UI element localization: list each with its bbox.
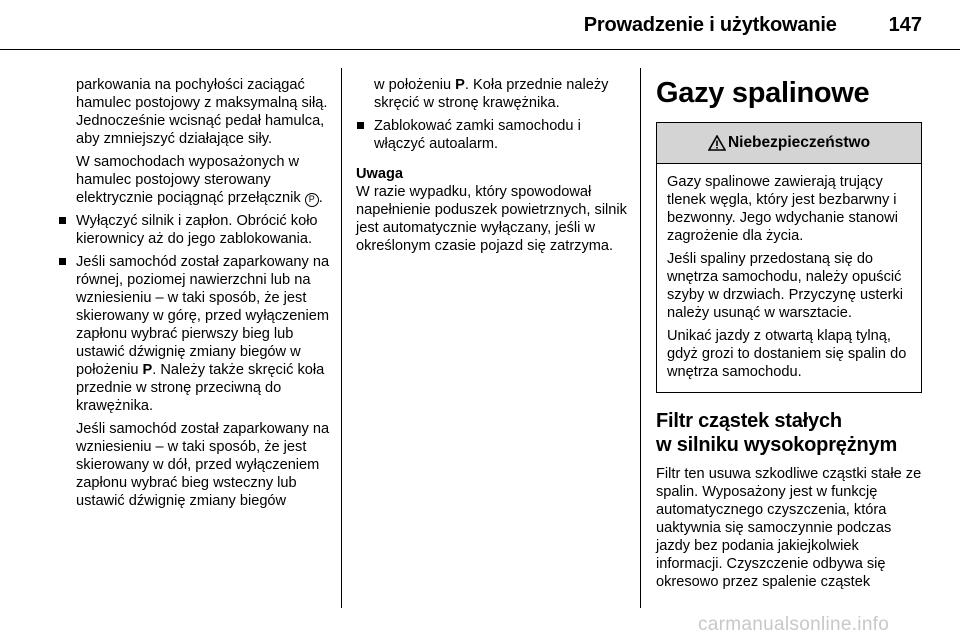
paragraph: Gazy spalinowe zawierają trujący tlenek węgla, który jest bezbarwny i bezwonny. Jego wdychanie stanowi zagrożenie dla życia. bbox=[667, 174, 898, 244]
heading-exhaust-gases: Gazy spalinowe bbox=[656, 77, 870, 109]
heading-particle-filter: Filtr cząstek stałych w silniku wysokoprężnym bbox=[656, 410, 898, 456]
paragraph: Unikać jazdy z otwartą klapą tylną, gdyż grozi to dostaniem się spalin do wnętrza samochodu. bbox=[667, 328, 907, 380]
bullet-item: Zablokować zamki samochodu i włączyć autoalarm. bbox=[356, 117, 628, 153]
column-divider-1 bbox=[341, 68, 342, 608]
warning-triangle-icon bbox=[708, 135, 726, 151]
note-label: Uwaga bbox=[356, 166, 404, 182]
page-header bbox=[584, 14, 922, 37]
warning-body bbox=[657, 164, 921, 392]
paragraph: W samochodach wyposażonych w hamulec postojowy sterowany elektrycznie pociągnąć przełącznik P . bbox=[76, 154, 323, 206]
column-3 bbox=[656, 76, 922, 596]
bullet-square-icon bbox=[59, 258, 66, 265]
paragraph: Filtr ten usuwa szkodliwe cząstki stałe ze spalin. Wyposażony jest w funkcję automatycznego czyszczenia, która uaktywnia się samoczynnie podczas jazdy bez podania jakiejkolwiek informacji. Czyszczenie odbywa się okresowo przez spalenie cząstek bbox=[656, 466, 922, 590]
page-number: 147 bbox=[888, 14, 922, 36]
column-1 bbox=[58, 76, 336, 515]
paragraph: w położeniu P. Koła przednie należy skręcić w stronę krawężnika. bbox=[374, 77, 609, 111]
paragraph: parkowania na pochyłości zaciągać hamulec postojowy z maksymalną siłą. Jednocześnie wcisnąć pedał hamulca, aby zmniejszyć działające siły. bbox=[76, 77, 328, 147]
bullet-item: Jeśli samochód został zaparkowany na równej, poziomej nawierzchni lub na wzniesieniu – w taki sposób, że jest skierowany w górę, przed wyłączeniem zapłonu wybrać pierwszy bieg lub ustawić dźwignię zmiany biegów w położeniu P. Należy także skręcić koła przednie w stronę przeciwną do krawężnika. bbox=[58, 253, 336, 415]
bullet-item: Wyłączyć silnik i zapłon. Obrócić koło kierownicy aż do jego zablokowania. bbox=[58, 212, 336, 248]
warning-box bbox=[656, 122, 922, 393]
column-divider-2 bbox=[640, 68, 641, 608]
warning-title: Niebezpieczeństwo bbox=[727, 134, 871, 151]
note-text: W razie wypadku, który spowodował napełnienie poduszek powietrznych, silnik jest automatycznie wyłączany, jeśli w określonym czasie pojazd się zatrzyma. bbox=[356, 184, 627, 254]
paragraph: Jeśli spaliny przedostaną się do wnętrza samochodu, należy opuścić szyby w drzwiach. Przyczynę usterki należy usunąć w warsztacie. bbox=[667, 251, 903, 321]
bullet-square-icon bbox=[357, 122, 364, 129]
warning-header bbox=[657, 123, 921, 164]
bullet-square-icon bbox=[59, 217, 66, 224]
parking-brake-icon: P bbox=[305, 193, 319, 207]
header-rule bbox=[0, 49, 960, 50]
note bbox=[356, 165, 628, 255]
section-title: Prowadzenie i użytkowanie bbox=[583, 14, 837, 36]
watermark: carmanualsonline.info bbox=[698, 614, 890, 635]
column-2 bbox=[356, 76, 628, 260]
paragraph: Jeśli samochód został zaparkowany na wzniesieniu – w taki sposób, że jest skierowany w dół, przed wyłączeniem zapłonu wybrać bieg wsteczny lub ustawić dźwignię zmiany biegów bbox=[76, 421, 330, 509]
